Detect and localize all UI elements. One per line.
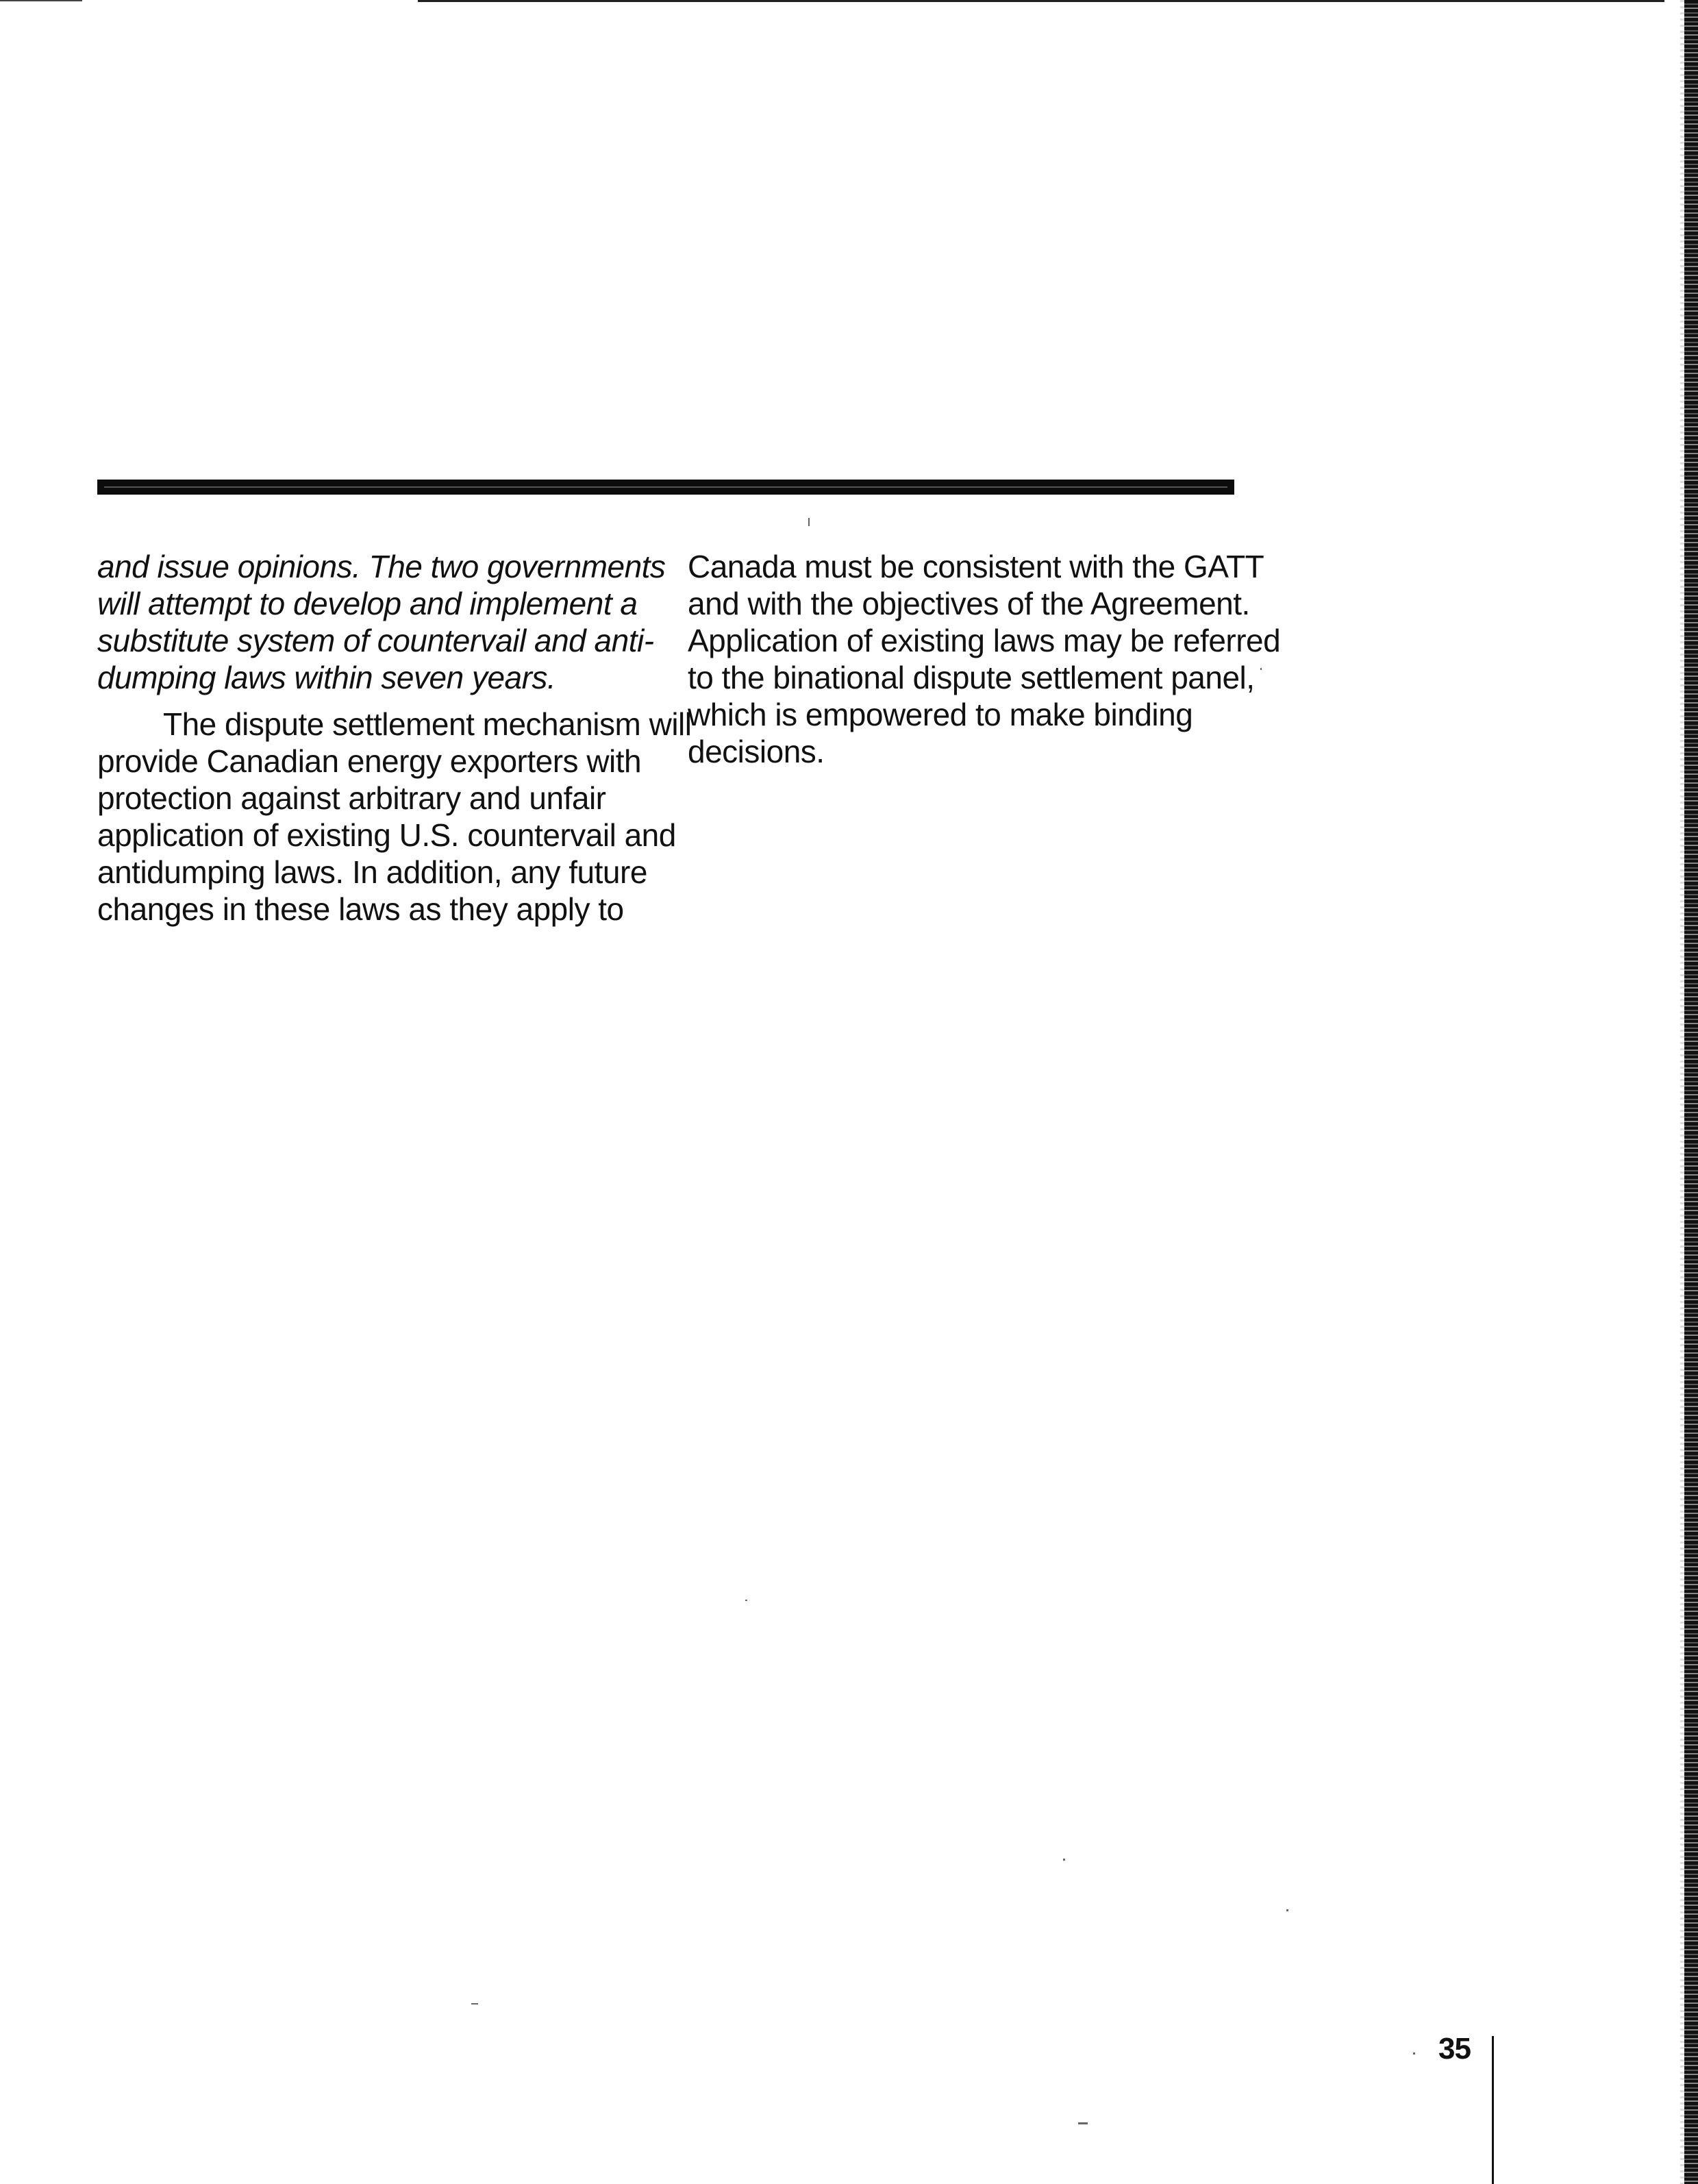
scan-speck: [1413, 2052, 1415, 2055]
text-line: antidumping laws. In addition, any future: [97, 854, 647, 890]
text-line: to the binational dispute settlement panel,: [688, 660, 1255, 695]
text-line: provide Canadian energy exporters with: [97, 743, 642, 779]
scan-speck: [471, 2003, 478, 2005]
text-line: which is empowered to make binding: [688, 697, 1193, 732]
text-line: changes in these laws as they apply to: [97, 891, 624, 927]
left-paragraph-2: [97, 706, 692, 928]
top-edge-line-left: [0, 0, 82, 1]
top-edge-line: [418, 0, 1664, 2]
scan-speck: [1063, 1859, 1065, 1861]
text-line: decisions.: [688, 734, 825, 769]
binding-edge: [1684, 0, 1698, 2184]
text-line: and with the objectives of the Agreement.: [688, 586, 1250, 621]
text-line: Canada must be consistent with the GATT: [688, 549, 1264, 584]
right-paragraph-1: [688, 548, 1281, 770]
text-line: application of existing U.S. countervail and: [97, 817, 676, 853]
scan-speck: [1260, 668, 1262, 670]
text-line: protection against arbitrary and unfair: [97, 780, 606, 816]
left-column: [97, 548, 692, 937]
header-rule: [97, 480, 1234, 495]
text-line: The dispute settlement mechanism will: [163, 706, 692, 742]
right-column: [688, 548, 1281, 780]
page-number: 35: [1438, 2032, 1471, 2065]
binding-edge-shadow: [1680, 0, 1684, 2184]
scan-speck: [1078, 2122, 1088, 2124]
text-line: dumping laws within seven years.: [97, 660, 556, 695]
text-line: will attempt to develop and implement a: [97, 586, 638, 621]
text-line: substitute system of countervail and anti-: [97, 623, 654, 658]
scan-speck: [745, 1600, 747, 1601]
left-paragraph-1: [97, 548, 666, 696]
page-edge-mark: [1492, 2036, 1494, 2184]
text-line: and issue opinions. The two governments: [97, 549, 666, 584]
text-line: Application of existing laws may be referred: [688, 623, 1281, 658]
scan-speck: [808, 518, 810, 526]
scan-speck: [1286, 1909, 1288, 1911]
